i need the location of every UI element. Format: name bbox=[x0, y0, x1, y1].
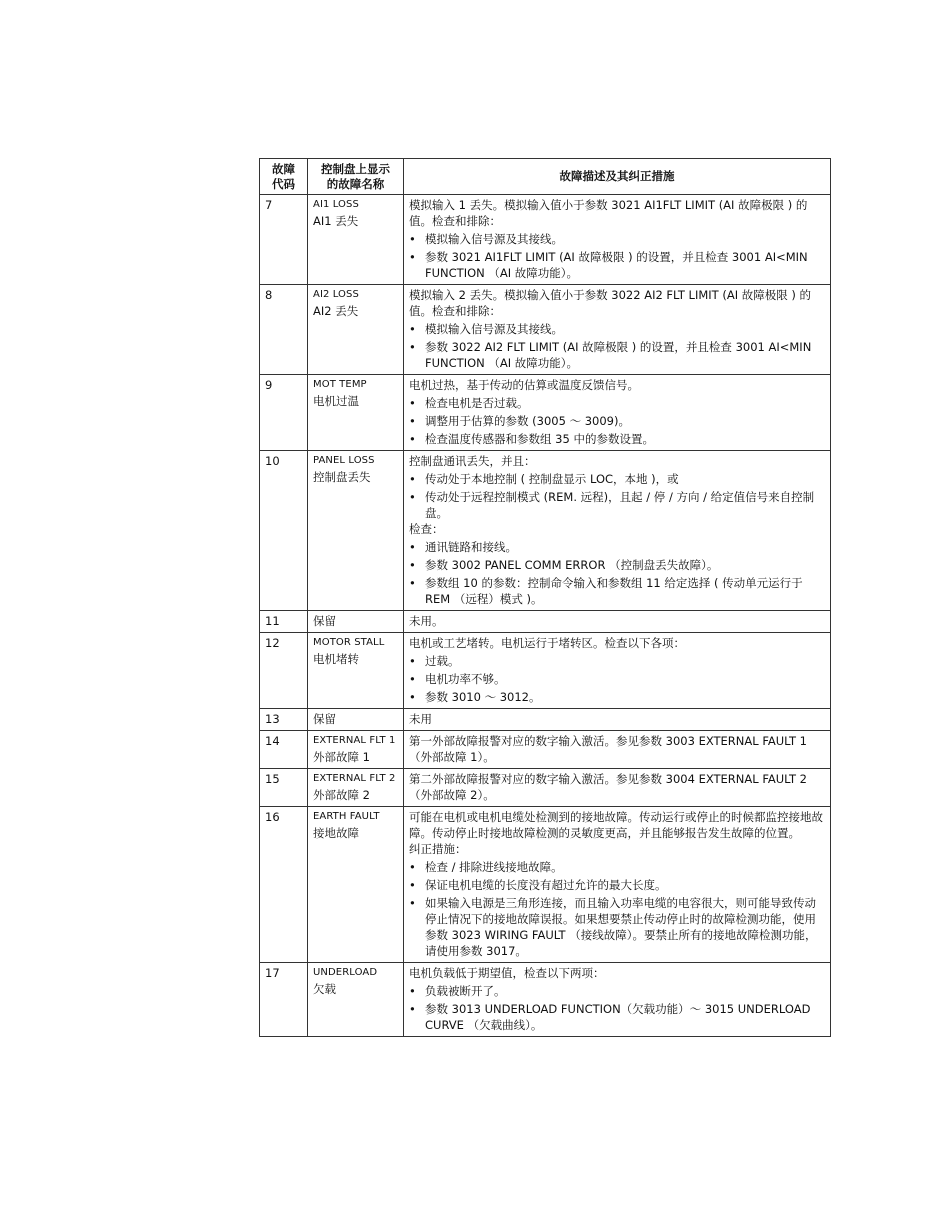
fault-name bbox=[308, 709, 404, 731]
fault-name bbox=[308, 195, 404, 285]
table-row bbox=[260, 451, 831, 611]
fault-name bbox=[308, 769, 404, 807]
fault-description bbox=[404, 731, 831, 769]
fault-name bbox=[308, 451, 404, 611]
fault-description bbox=[404, 611, 831, 633]
bullet-text: 如果输入电源是三角形连接，而且输入功率电缆的电容很大，则可能导致传动停止情况下的接地故障误报。如果想要禁止传动停止时的故障检测功能，使用参数 3023 WIRING FAULT （接线故障）。要禁止所有的接地故障检测功能，请使用参数 3017。 bbox=[425, 896, 817, 958]
fault-description bbox=[404, 807, 831, 963]
description-text: 控制盘通讯丢失，并且： bbox=[409, 454, 536, 468]
header-desc: 故障描述及其纠正措施 bbox=[404, 159, 831, 195]
bullet-text: 传动处于远程控制模式 (REM. 远程)，且起 / 停 / 方向 / 给定值信号来自控制盘。 bbox=[425, 490, 815, 520]
bullet-dot-icon: • bbox=[409, 984, 416, 998]
bullet-item bbox=[409, 653, 825, 669]
description-text: 未用。 bbox=[409, 614, 444, 628]
fault-name-cn: 保留 bbox=[313, 614, 336, 628]
fault-name-cn: 控制盘丢失 bbox=[313, 470, 371, 484]
bullet-item bbox=[409, 471, 825, 487]
description-text: 电机过热，基于传动的估算或温度反馈信号。 bbox=[409, 378, 639, 392]
bullet-dot-icon: • bbox=[409, 1002, 416, 1016]
bullet-text: 模拟输入信号源及其接线。 bbox=[425, 232, 563, 246]
bullet-item bbox=[409, 431, 825, 447]
fault-name-cn: 接地故障 bbox=[313, 826, 359, 840]
bullet-dot-icon: • bbox=[409, 654, 416, 668]
header-row bbox=[260, 159, 831, 195]
description-text: 未用 bbox=[409, 712, 432, 726]
header-code: 故障 代码 bbox=[260, 159, 308, 195]
fault-description bbox=[404, 709, 831, 731]
bullet-item bbox=[409, 859, 825, 875]
description-text: 第一外部故障报警对应的数字输入激活。参见参数 3003 EXTERNAL FAULT 1 （外部故障 1）。 bbox=[409, 734, 807, 764]
fault-name-en: EXTERNAL FLT 2 bbox=[313, 773, 396, 784]
bullet-text: 模拟输入信号源及其接线。 bbox=[425, 322, 563, 336]
fault-name-cn: AI1 丢失 bbox=[313, 214, 359, 228]
fault-name bbox=[308, 375, 404, 451]
fault-name-en: AI1 LOSS bbox=[313, 199, 359, 210]
fault-name-cn: 外部故障 1 bbox=[313, 750, 370, 764]
description-text: 模拟输入 2 丢失。模拟输入值小于参数 3022 AI2 FLT LIMIT (AI 故障极限 ) 的值。检查和排除： bbox=[409, 288, 812, 318]
bullet-dot-icon: • bbox=[409, 340, 416, 354]
bullet-item bbox=[409, 231, 825, 247]
bullet-item bbox=[409, 983, 825, 999]
fault-description bbox=[404, 633, 831, 709]
bullet-text: 参数组 10 的参数：控制命令输入和参数组 11 给定选择 ( 传动单元运行于 REM （远程）模式 )。 bbox=[425, 576, 803, 606]
bullet-item bbox=[409, 557, 825, 573]
table-row bbox=[260, 375, 831, 451]
description-text: 第二外部故障报警对应的数字输入激活。参见参数 3004 EXTERNAL FAULT 2 （外部故障 2）。 bbox=[409, 772, 807, 802]
fault-description bbox=[404, 451, 831, 611]
bullet-text: 通讯链路和接线。 bbox=[425, 540, 517, 554]
description-text: 电机或工艺堵转。电机运行于堵转区。检查以下各项： bbox=[409, 636, 685, 650]
fault-code: 10 bbox=[260, 451, 308, 611]
description-subheading: 纠正措施： bbox=[409, 842, 467, 856]
description-text: 可能在电机或电机电缆处检测到的接地故障。传动运行或停止的时候都监控接地故障。传动停止时接地故障检测的灵敏度更高，并且能够报告发生故障的位置。 bbox=[409, 810, 823, 840]
fault-name-en: PANEL LOSS bbox=[313, 455, 375, 466]
fault-name bbox=[308, 731, 404, 769]
fault-name-cn: 电机过温 bbox=[313, 394, 359, 408]
table-row bbox=[260, 285, 831, 375]
table-row bbox=[260, 807, 831, 963]
bullet-dot-icon: • bbox=[409, 672, 416, 686]
fault-name-en: EXTERNAL FLT 1 bbox=[313, 735, 396, 746]
fault-name-cn: 外部故障 2 bbox=[313, 788, 370, 802]
table-row bbox=[260, 195, 831, 285]
fault-name bbox=[308, 285, 404, 375]
bullet-item bbox=[409, 249, 825, 281]
bullet-item bbox=[409, 395, 825, 411]
bullet-dot-icon: • bbox=[409, 472, 416, 486]
fault-name-en: AI2 LOSS bbox=[313, 289, 359, 300]
bullet-item bbox=[409, 489, 825, 521]
fault-name bbox=[308, 963, 404, 1037]
fault-description bbox=[404, 769, 831, 807]
bullet-dot-icon: • bbox=[409, 432, 416, 446]
fault-code: 16 bbox=[260, 807, 308, 963]
table-row bbox=[260, 709, 831, 731]
table-row bbox=[260, 611, 831, 633]
fault-description bbox=[404, 963, 831, 1037]
bullet-dot-icon: • bbox=[409, 878, 416, 892]
bullet-text: 检查 / 排除进线接地故障。 bbox=[425, 860, 563, 874]
bullet-text: 参数 3022 AI2 FLT LIMIT (AI 故障极限 ) 的设置，并且检查 3001 AI<MIN FUNCTION （AI 故障功能）。 bbox=[425, 340, 812, 370]
fault-name bbox=[308, 611, 404, 633]
fault-name-cn: 电机堵转 bbox=[313, 652, 359, 666]
fault-table bbox=[259, 158, 831, 1037]
bullet-dot-icon: • bbox=[409, 558, 416, 572]
fault-code: 13 bbox=[260, 709, 308, 731]
bullet-dot-icon: • bbox=[409, 896, 416, 910]
fault-code: 8 bbox=[260, 285, 308, 375]
fault-code: 12 bbox=[260, 633, 308, 709]
bullet-dot-icon: • bbox=[409, 250, 416, 264]
table-row bbox=[260, 963, 831, 1037]
fault-table-body bbox=[260, 195, 831, 1037]
bullet-item bbox=[409, 539, 825, 555]
description-text: 模拟输入 1 丢失。模拟输入值小于参数 3021 AI1FLT LIMIT (AI 故障极限 ) 的值。检查和排除： bbox=[409, 198, 808, 228]
bullet-dot-icon: • bbox=[409, 576, 416, 590]
bullet-item bbox=[409, 1001, 825, 1033]
fault-name-cn: 欠载 bbox=[313, 982, 336, 996]
header-name: 控制盘上显示 的故障名称 bbox=[308, 159, 404, 195]
bullet-text: 检查温度传感器和参数组 35 中的参数设置。 bbox=[425, 432, 654, 446]
bullet-text: 参数 3021 AI1FLT LIMIT (AI 故障极限 ) 的设置，并且检查 3001 AI<MIN FUNCTION （AI 故障功能）。 bbox=[425, 250, 808, 280]
bullet-item bbox=[409, 877, 825, 893]
bullet-text: 检查电机是否过载。 bbox=[425, 396, 529, 410]
bullet-dot-icon: • bbox=[409, 490, 416, 504]
bullet-text: 调整用于估算的参数 (3005 ～ 3009)。 bbox=[425, 414, 630, 428]
fault-name bbox=[308, 633, 404, 709]
bullet-dot-icon: • bbox=[409, 232, 416, 246]
fault-code: 17 bbox=[260, 963, 308, 1037]
bullet-item bbox=[409, 895, 825, 959]
bullet-item bbox=[409, 689, 825, 705]
fault-description bbox=[404, 375, 831, 451]
fault-code: 7 bbox=[260, 195, 308, 285]
bullet-item bbox=[409, 321, 825, 337]
fault-name-en: EARTH FAULT bbox=[313, 811, 380, 822]
bullet-text: 参数 3010 ～ 3012。 bbox=[425, 690, 541, 704]
bullet-text: 电机功率不够。 bbox=[425, 672, 506, 686]
bullet-dot-icon: • bbox=[409, 690, 416, 704]
bullet-text: 过载。 bbox=[425, 654, 460, 668]
bullet-dot-icon: • bbox=[409, 322, 416, 336]
bullet-text: 传动处于本地控制 ( 控制盘显示 LOC，本地 )，或 bbox=[425, 472, 679, 486]
table-row bbox=[260, 633, 831, 709]
table-row bbox=[260, 769, 831, 807]
fault-code: 14 bbox=[260, 731, 308, 769]
fault-name-en: UNDERLOAD bbox=[313, 967, 378, 978]
fault-name-cn: AI2 丢失 bbox=[313, 304, 359, 318]
fault-name-en: MOT TEMP bbox=[313, 379, 367, 390]
fault-code: 11 bbox=[260, 611, 308, 633]
bullet-text: 负载被断开了。 bbox=[425, 984, 506, 998]
bullet-text: 参数 3013 UNDERLOAD FUNCTION（欠载功能）～ 3015 UNDERLOAD CURVE （欠载曲线）。 bbox=[425, 1002, 811, 1032]
description-text: 电机负载低于期望值，检查以下两项： bbox=[409, 966, 605, 980]
bullet-dot-icon: • bbox=[409, 860, 416, 874]
bullet-item bbox=[409, 671, 825, 687]
fault-description bbox=[404, 195, 831, 285]
bullet-item bbox=[409, 575, 825, 607]
fault-name-en: MOTOR STALL bbox=[313, 637, 385, 648]
bullet-dot-icon: • bbox=[409, 414, 416, 428]
bullet-item bbox=[409, 339, 825, 371]
bullet-item bbox=[409, 413, 825, 429]
bullet-text: 保证电机电缆的长度没有超过允许的最大长度。 bbox=[425, 878, 667, 892]
fault-code: 15 bbox=[260, 769, 308, 807]
table-row bbox=[260, 731, 831, 769]
fault-code: 9 bbox=[260, 375, 308, 451]
fault-name-cn: 保留 bbox=[313, 712, 336, 726]
bullet-text: 参数 3002 PANEL COMM ERROR （控制盘丢失故障）。 bbox=[425, 558, 719, 572]
fault-description bbox=[404, 285, 831, 375]
bullet-dot-icon: • bbox=[409, 540, 416, 554]
fault-name bbox=[308, 807, 404, 963]
bullet-dot-icon: • bbox=[409, 396, 416, 410]
description-subheading: 检查： bbox=[409, 522, 444, 536]
